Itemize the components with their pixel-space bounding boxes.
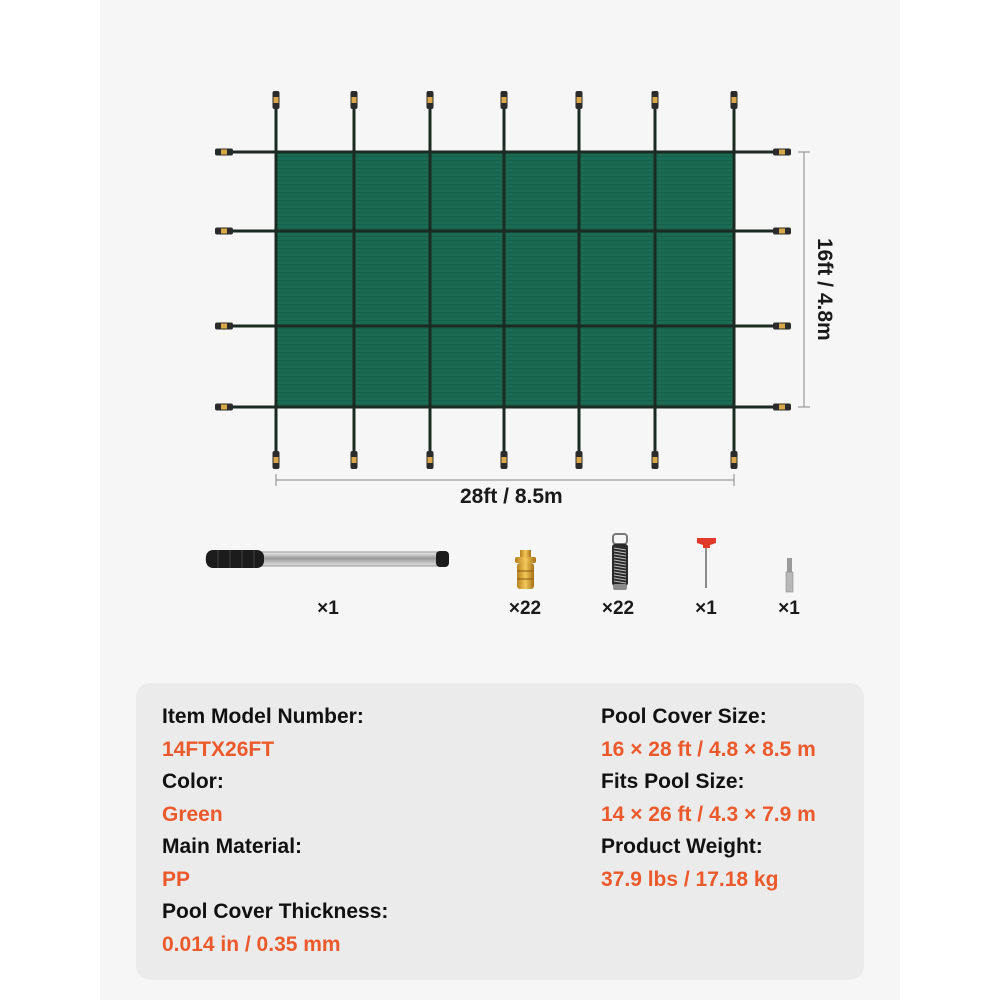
- strap-anchor: [773, 323, 791, 330]
- spec-label-fits-pool: Fits Pool Size:: [601, 770, 745, 793]
- spec-value-fits-pool: 14 × 26 ft / 4.3 × 7.9 m: [601, 802, 816, 826]
- cover-width-label: 28ft / 8.5m: [460, 485, 563, 508]
- strap-anchor: [273, 91, 280, 109]
- spec-label-cover-size: Pool Cover Size:: [601, 705, 767, 728]
- installation-rod-icon: [206, 550, 449, 568]
- anchor-quantity: ×22: [508, 598, 542, 619]
- drill-bit-quantity: ×1: [778, 598, 800, 619]
- spring-icon: [612, 534, 628, 590]
- strap-anchor: [773, 404, 791, 411]
- spec-value-model: 14FTX26FT: [162, 737, 275, 761]
- drill-bit-icon: [786, 558, 793, 592]
- strap-anchor: [427, 451, 434, 469]
- hex-key-quantity: ×1: [695, 598, 717, 619]
- spec-value-cover-size: 16 × 28 ft / 4.8 × 8.5 m: [601, 737, 816, 761]
- strap-anchor: [427, 91, 434, 109]
- strap-anchor: [731, 91, 738, 109]
- strap-anchor: [351, 91, 358, 109]
- strap-anchor: [501, 91, 508, 109]
- strap-anchor: [215, 323, 233, 330]
- strap-anchor: [652, 451, 659, 469]
- spec-value-weight: 37.9 lbs / 17.18 kg: [601, 867, 779, 891]
- spec-column-right: [601, 701, 816, 896]
- spec-label-model: Item Model Number:: [162, 705, 364, 728]
- strap-anchor: [501, 451, 508, 469]
- rod-quantity: ×1: [317, 598, 339, 619]
- spec-value-material: PP: [162, 867, 191, 891]
- strap-anchor: [215, 149, 233, 156]
- strap-anchor: [731, 451, 738, 469]
- spec-value-thickness: 0.014 in / 0.35 mm: [162, 932, 341, 956]
- brass-anchor-icon: [515, 550, 536, 589]
- strap-anchor: [773, 228, 791, 235]
- spec-label-weight: Product Weight:: [601, 835, 763, 858]
- strap-anchor: [773, 149, 791, 156]
- spec-label-material: Main Material:: [162, 835, 303, 858]
- spec-label-thickness: Pool Cover Thickness:: [162, 900, 389, 923]
- spec-column-left: [162, 701, 388, 961]
- strap-anchor: [273, 451, 280, 469]
- cover-height-label: 16ft / 4.8m: [813, 238, 836, 341]
- strap-anchor: [576, 451, 583, 469]
- strap-anchor: [215, 404, 233, 411]
- strap-anchor: [652, 91, 659, 109]
- hex-key-tool-icon: [697, 538, 716, 588]
- spec-value-color: Green: [162, 802, 223, 826]
- strap-anchor: [215, 228, 233, 235]
- spring-quantity: ×22: [601, 598, 635, 619]
- strap-anchor: [351, 451, 358, 469]
- spec-label-color: Color:: [162, 770, 224, 793]
- specifications-panel: [136, 683, 864, 980]
- strap-anchor: [576, 91, 583, 109]
